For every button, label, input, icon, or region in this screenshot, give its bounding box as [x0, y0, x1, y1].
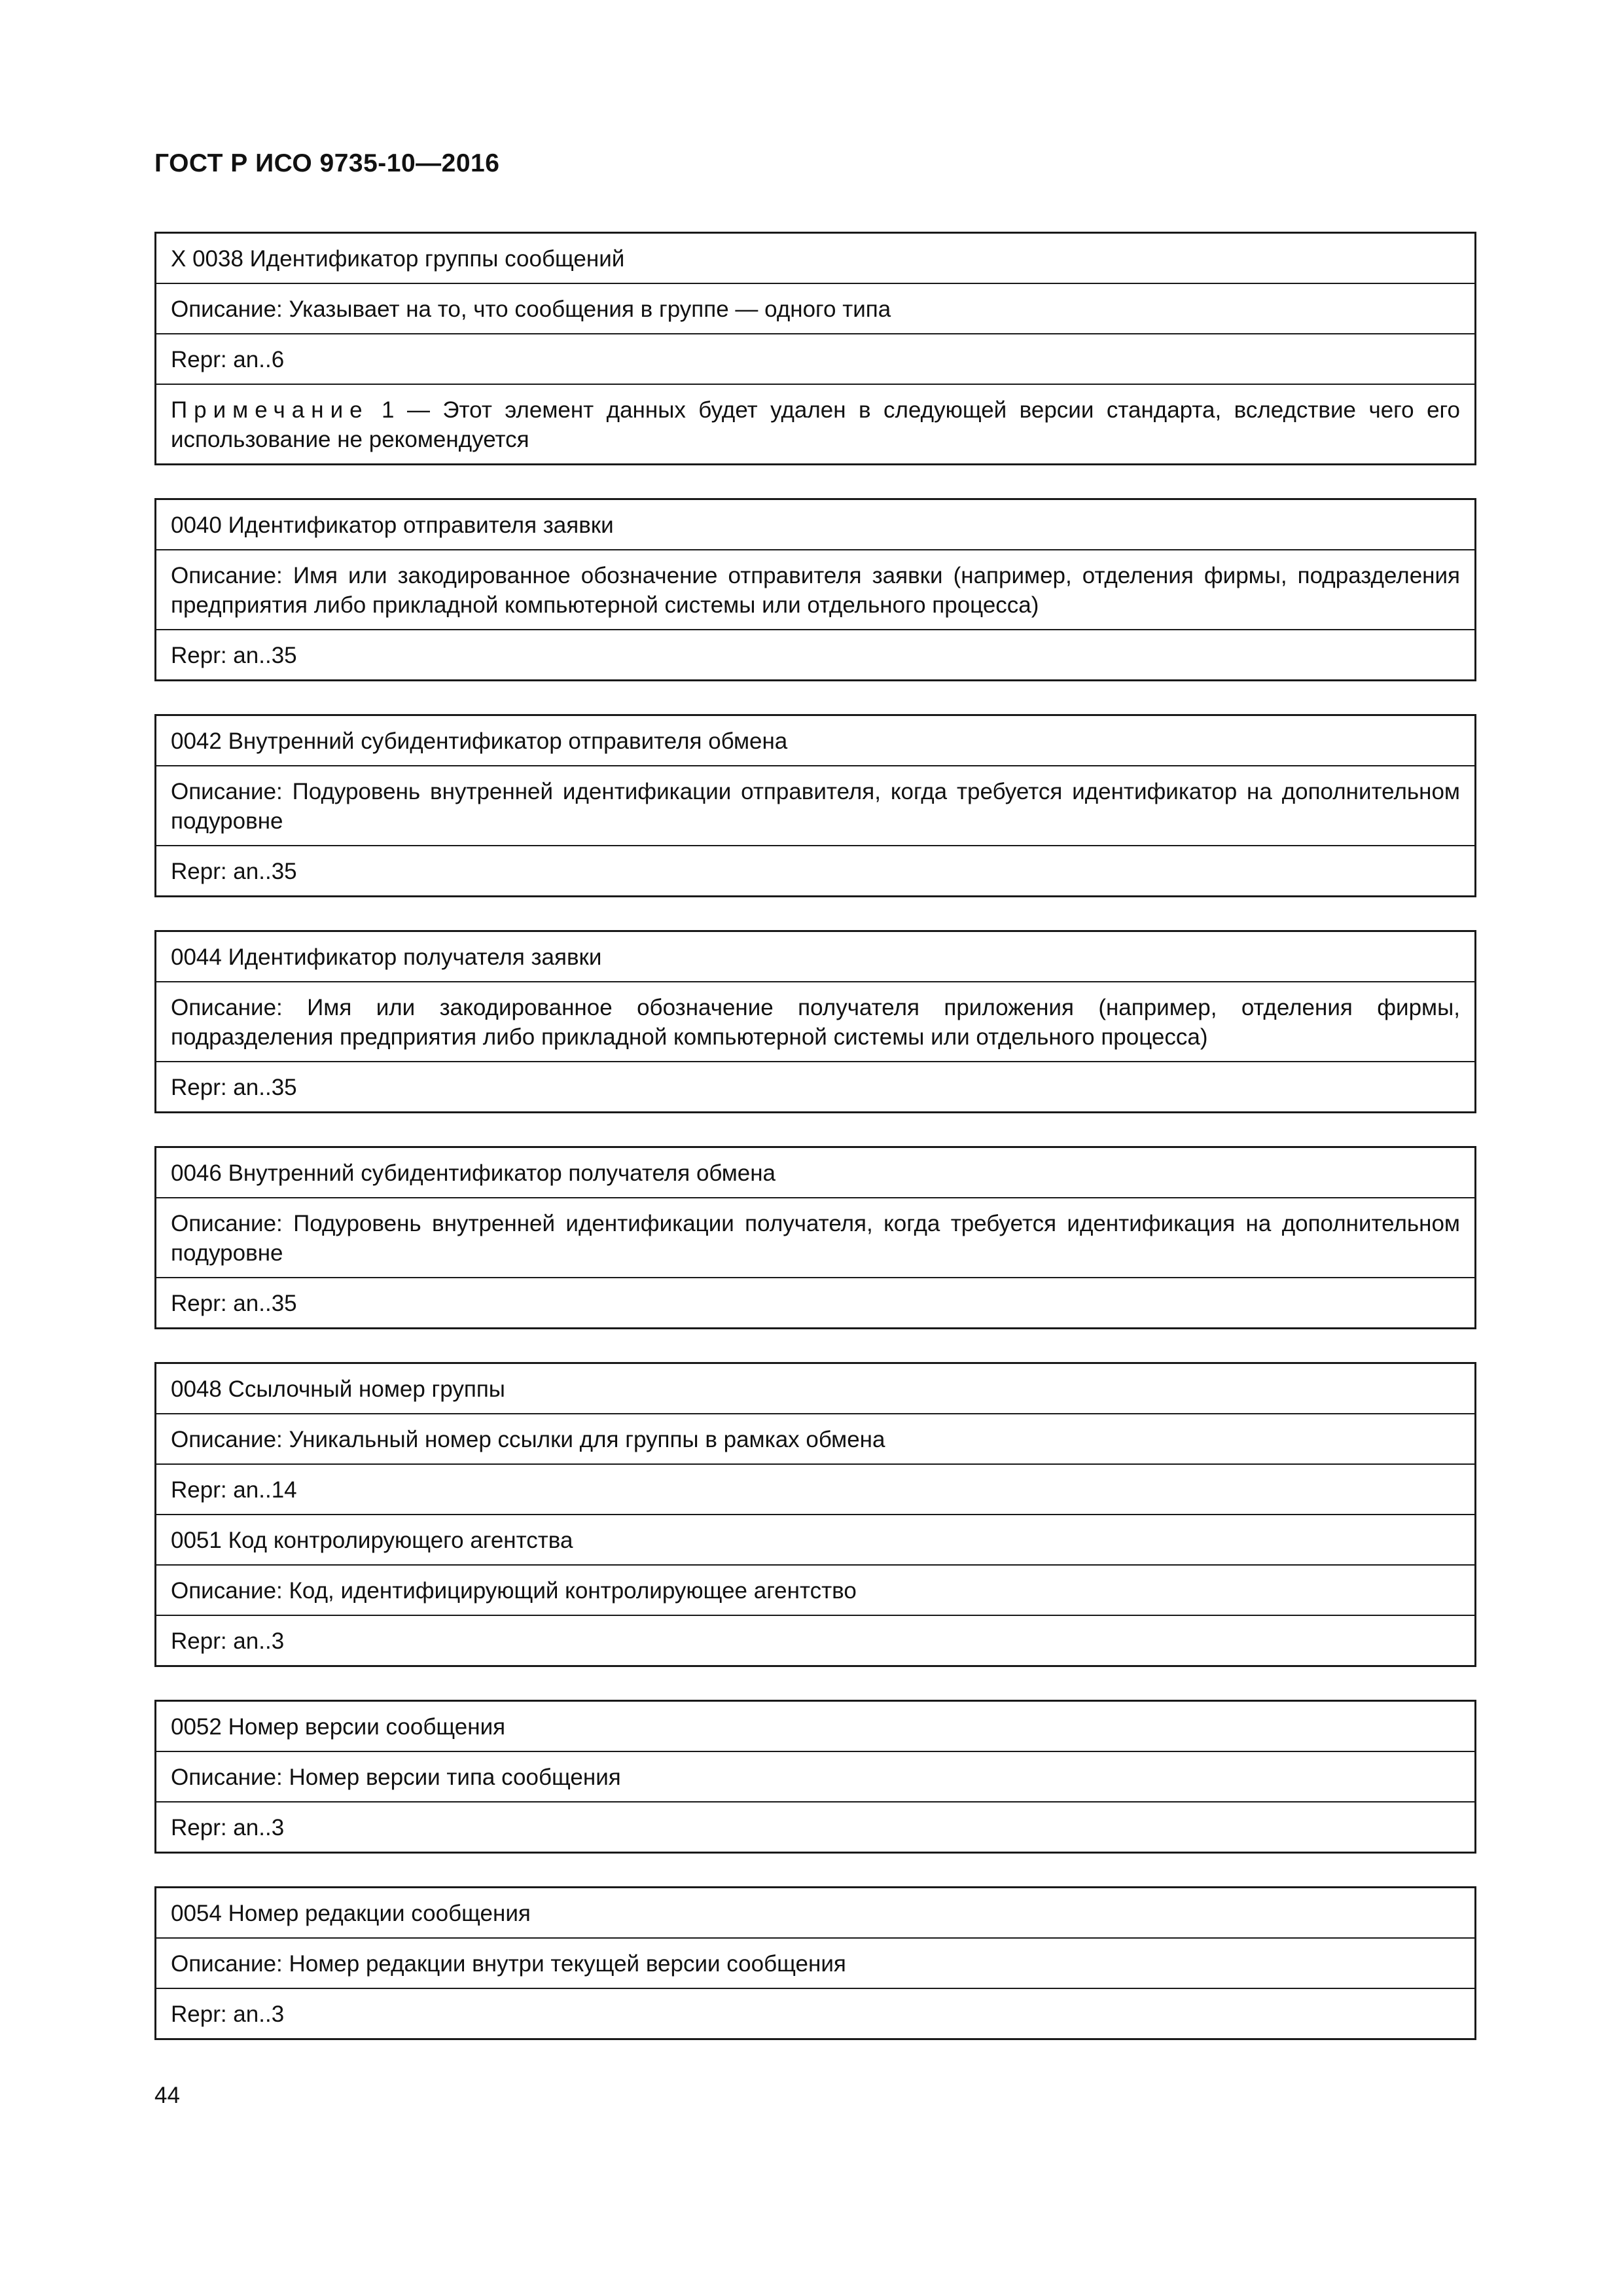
note-text: 1 — Этот элемент данных будет удален в следующей версии стандарта, вследствие чего его использование не рекомендуется	[171, 397, 1460, 452]
element-title: 0042 Внутренний субидентификатор отправителя обмена	[171, 728, 788, 754]
data-element-block-0044	[154, 930, 1476, 1113]
data-element-block-x0038	[154, 232, 1476, 465]
document-title: ГОСТ Р ИСО 9735-10—2016	[154, 149, 500, 177]
element-representation: Repr: an..3	[156, 1615, 1474, 1665]
element-title: X 0038 Идентификатор группы сообщений	[171, 246, 625, 272]
data-element-block-0046	[154, 1146, 1476, 1329]
data-element-block-0048-0051	[154, 1362, 1476, 1667]
element-description: Описание: Уникальный номер ссылки для группы в рамках обмена	[156, 1413, 1474, 1463]
element-title: 0040 Идентификатор отправителя заявки	[171, 512, 614, 538]
element-description: Описание: Код, идентифицирующий контролирующее агентство	[156, 1564, 1474, 1615]
element-representation: Repr: an..35	[156, 845, 1474, 895]
data-element-list	[154, 232, 1476, 2073]
data-element-block-0040	[154, 498, 1476, 681]
data-element-block-0042	[154, 714, 1476, 897]
element-description: Описание: Номер редакции внутри текущей версии сообщения	[156, 1937, 1474, 1988]
element-representation: Repr: an..3	[156, 1801, 1474, 1852]
data-element-block-0052	[154, 1700, 1476, 1854]
element-title: 0052 Номер версии сообщения	[171, 1714, 506, 1740]
element-description: Описание: Имя или закодированное обозначение отправителя заявки (например, отделения фирмы, подразделения предприятия либо прикладной компьютерной системы или отдельного процесса)	[156, 549, 1474, 629]
element-description: Описание: Подуровень внутренней идентификации получателя, когда требуется идентификация на дополнительном подуровне	[156, 1197, 1474, 1277]
element-description: Описание: Подуровень внутренней идентификации отправителя, когда требуется идентификатор на дополнительном подуровне	[156, 765, 1474, 845]
page-number: 44	[154, 2083, 180, 2108]
data-element-block-0054	[154, 1886, 1476, 2040]
element-description: Описание: Указывает на то, что сообщения в группе — одного типа	[156, 283, 1474, 333]
element-title: 0048 Ссылочный номер группы	[171, 1376, 505, 1402]
element-representation: Repr: an..3	[156, 1988, 1474, 2038]
note-prefix: Примечание	[171, 397, 369, 423]
element-title: 0046 Внутренний субидентификатор получателя обмена	[171, 1160, 776, 1186]
element-description: Описание: Номер версии типа сообщения	[156, 1751, 1474, 1801]
element-description: Описание: Имя или закодированное обозначение получателя приложения (например, отделения фирмы, подразделения предприятия либо прикладной компьютерной системы или отдельного процесса)	[156, 981, 1474, 1061]
element-title: 0044 Идентификатор получателя заявки	[171, 944, 602, 970]
element-representation: Repr: an..35	[156, 1061, 1474, 1111]
element-representation: Repr: an..6	[156, 333, 1474, 384]
element-representation: Repr: an..14	[156, 1463, 1474, 1514]
element-title: 0051 Код контролирующего агентства	[156, 1514, 1474, 1564]
element-note	[156, 384, 1474, 463]
element-representation: Repr: an..35	[156, 1277, 1474, 1327]
element-representation: Repr: an..35	[156, 629, 1474, 679]
element-title: 0054 Номер редакции сообщения	[171, 1901, 531, 1926]
